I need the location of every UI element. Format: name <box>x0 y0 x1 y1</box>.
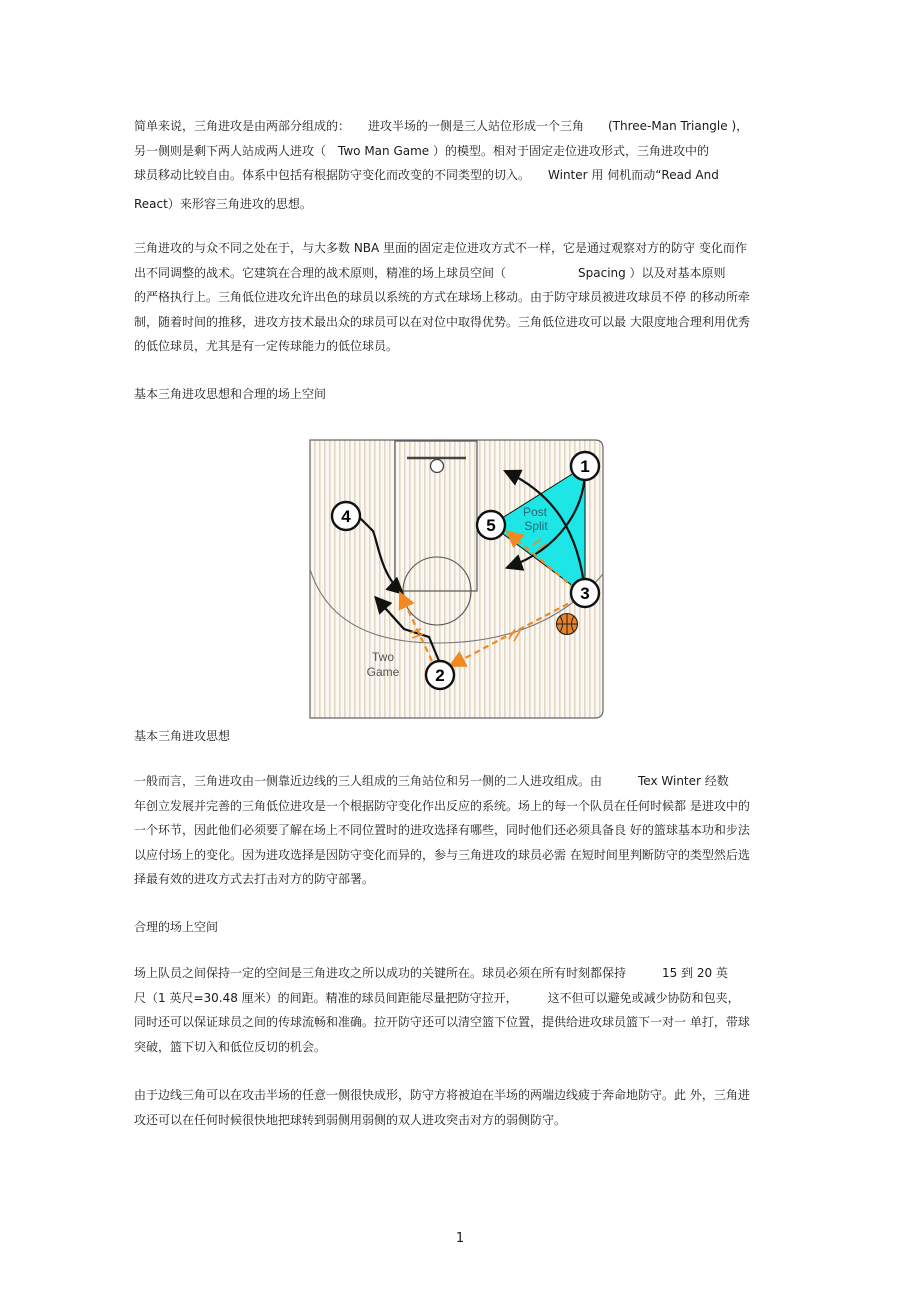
two-game-label-line: Two <box>371 650 395 664</box>
section-heading: 合理的场上空间 <box>134 920 219 934</box>
player-2-marker <box>426 661 454 689</box>
paragraph-line: 以应付场上的变化。因为进攻选择是因防守变化而异的，参与三角进攻的球员必需 在短时间里判断防守的类型然后选 <box>134 847 750 862</box>
paragraph-line: 同时还可以保证球员之间的传球流畅和准确。拉开防守还可以清空篮下位置，提供给进攻球员篮下一对一 单打，带球 <box>134 1015 750 1030</box>
paragraph-line: 的低位球员，尤其是有一定传球能力的低位球员。 <box>134 339 399 354</box>
paragraph-line: 球员移动比较自由。体系中包括有根据防守变化而改变的不同类型的切入。 Winter 用 伺机而动“Read And <box>134 168 719 183</box>
paragraph-line: 的严格执行上。三角低位进攻允许出色的球员以系统的方式在球场上移动。由于防守球员被进攻球员不停 的移动所牵 <box>134 290 750 305</box>
paragraph-line: 由于边线三角可以在攻击半场的任意一侧很快成形，防守方将被迫在半场的两端边线疲于奔命地防守。此 外，三角进 <box>134 1088 750 1102</box>
figure-caption: 基本三角进攻思想 <box>134 729 231 743</box>
section-heading: 基本三角进攻思想和合理的场上空间 <box>134 387 327 401</box>
spacing-paragraph <box>134 961 782 1059</box>
basket-rim <box>431 460 444 473</box>
paragraph-line: 制，随着时间的推移，进攻方技术最出众的球员可以在对位中取得优势。三角低位进攻可以最 大限度地合理利用优秀 <box>134 314 750 329</box>
intro-paragraph <box>134 114 782 216</box>
paragraph-line: 一般而言，三角进攻由一侧靠近边线的三人组成的三角站位和另一侧的二人进攻组成。由 Tex Winter 经数 <box>134 774 729 788</box>
paragraph-line: 出不同调整的战术。它建筑在合理的战术原则，精准的场上球员空间（ Spacing ）以及对基本原则 <box>134 265 726 280</box>
post-split-label-line: Split <box>524 519 548 533</box>
post-split-label <box>523 505 548 533</box>
paragraph-line: 尺（1 英尺=30.48 厘米）的间距。精准的球员间距能尽量把防守拉开， 这不但可以避免或减少协防和包夹， <box>134 990 740 1005</box>
player-number: 4 <box>341 507 351 526</box>
paragraph-line: React）来形容三角进攻的思想。 <box>134 196 312 211</box>
triangle-offense-diagram <box>309 439 605 719</box>
player-3-marker <box>571 579 599 607</box>
player-number: 5 <box>486 516 496 535</box>
paragraph-line: 年创立发展并完善的三角低位进攻是一个根据防守变化作出反应的系统。场上的每一个队员在任何时候都 是进攻中的 <box>134 798 750 813</box>
player-number: 1 <box>580 457 590 476</box>
paragraph-line: 简单来说，三角进攻是由两部分组成的： 进攻半场的一侧是三人站位形成一个三角 (Three-Man Triangle )， <box>134 119 749 133</box>
paragraph-line: 择最有效的进攻方式去打击对方的防守部署。 <box>134 872 375 887</box>
court-svg <box>309 439 605 719</box>
page-number: 1 <box>455 1231 465 1246</box>
paragraph-line: 一个环节，因此他们必须要了解在场上不同位置时的进攻选择有哪些，同时他们还必须具备良 好的篮球基本功和步法 <box>134 823 750 838</box>
player-1-marker <box>571 452 599 480</box>
player-4-marker <box>332 502 360 530</box>
post-split-label-line: Post <box>522 505 548 519</box>
player-number: 2 <box>435 666 445 685</box>
overview-paragraph <box>134 769 782 892</box>
sideline-paragraph <box>134 1083 782 1132</box>
two-game-label-line: Game <box>366 665 400 679</box>
paragraph-line: 三角进攻的与众不同之处在于，与大多数 NBA 里面的固定走位进攻方式不一样，它是通过观察对方的防守 变化而作 <box>134 241 747 255</box>
paragraph-line: 场上队员之间保持一定的空间是三角进攻之所以成功的关键所在。球员必须在所有时刻都保持 15 到 20 英 <box>134 966 728 980</box>
player-5-marker <box>477 511 505 539</box>
player-number: 3 <box>580 584 590 603</box>
difference-paragraph <box>134 236 782 359</box>
basketball-icon <box>557 614 578 635</box>
paragraph-line: 突破，篮下切入和低位反切的机会。 <box>134 1039 327 1054</box>
paragraph-line: 另一侧则是剩下两人站成两人进攻（ Two Man Game ）的模型。相对于固定走位进攻形式，三角进攻中的 <box>134 143 709 158</box>
paragraph-line: 攻还可以在任何时候很快地把球转到弱侧用弱侧的双人进攻突击对方的弱侧防守。 <box>134 1112 567 1127</box>
